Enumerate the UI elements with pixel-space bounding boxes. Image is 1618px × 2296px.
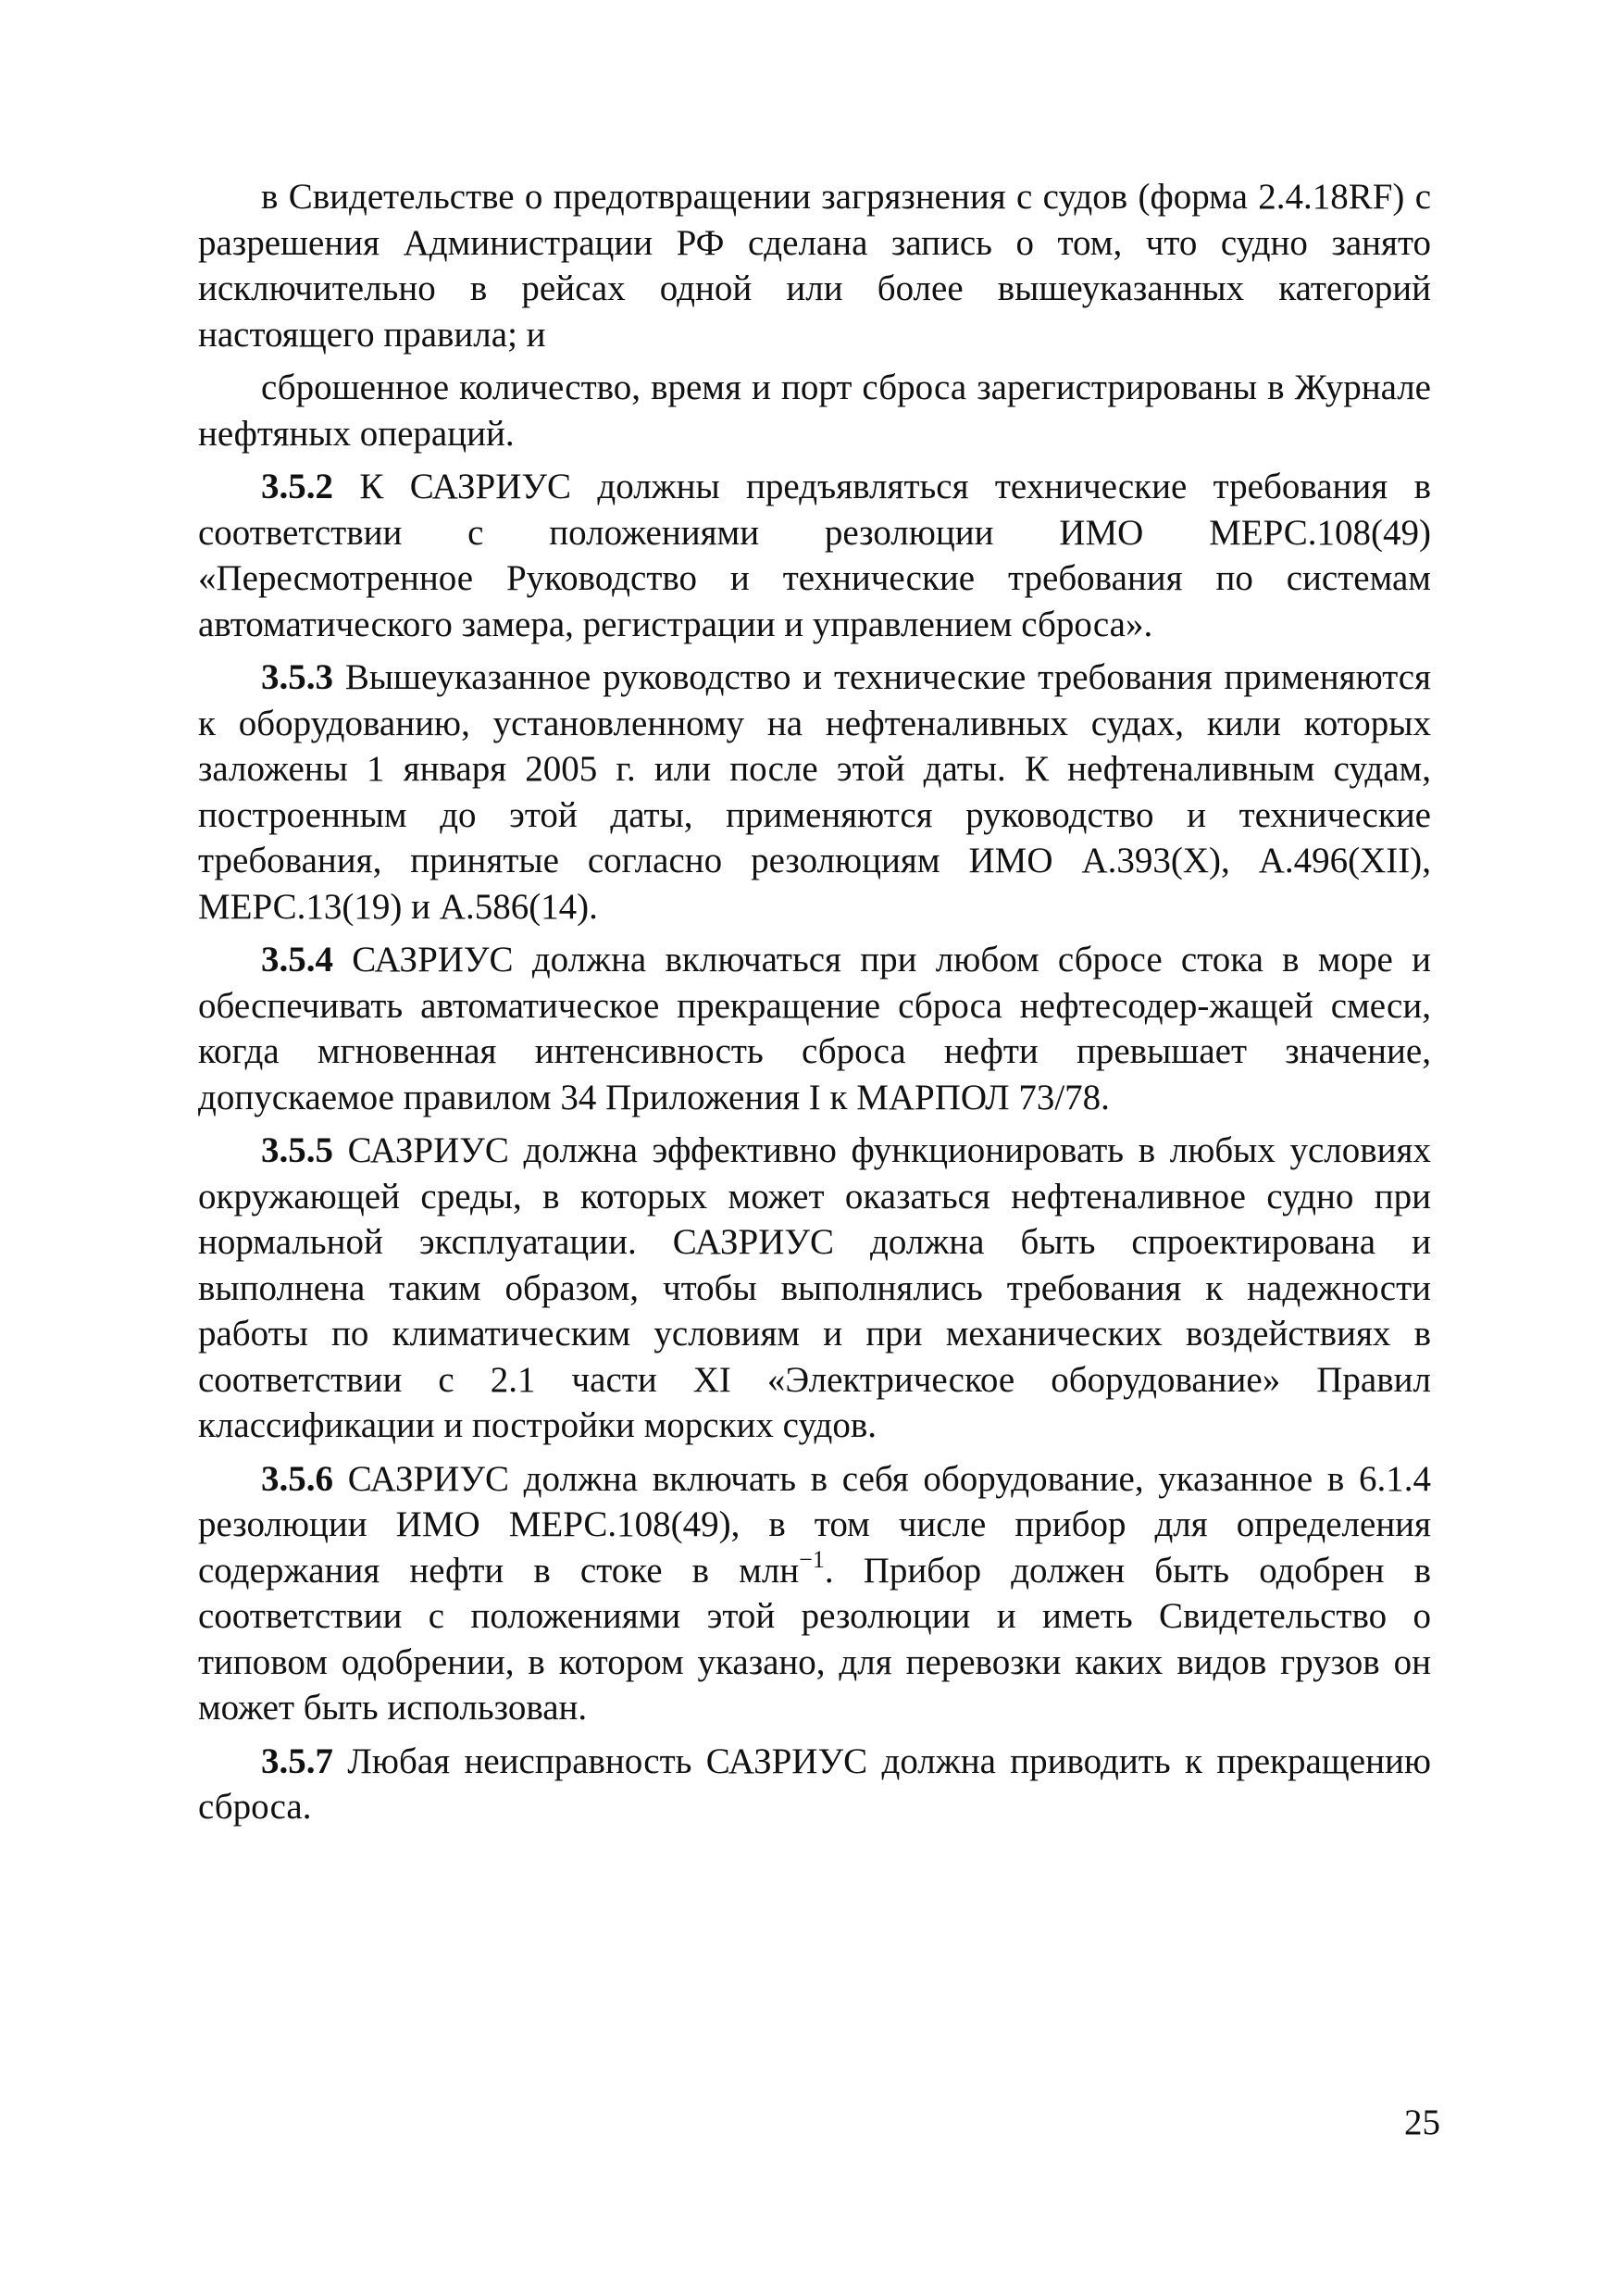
paragraph-3-5-2: 3.5.2 К САЗРИУС должны предъявляться технические требования в соответствии с положениями резолюции ИМО МЕРС.108(49) «Пересмотренное Руководство и технические требования по системам автоматического замера, регистрации и управлением сброса».: [198, 467, 1431, 644]
superscript-exponent: −1: [799, 1545, 825, 1573]
paragraph-3-5-7: 3.5.7 Любая неисправность САЗРИУС должна приводить к прекращению сброса.: [198, 1741, 1431, 1827]
clause-number: 3.5.3: [261, 657, 333, 697]
clause-number: 3.5.6: [261, 1458, 333, 1499]
clause-number: 3.5.5: [261, 1130, 333, 1170]
paragraph-certificate-condition: в Свидетельстве о предотвращении загрязнения с судов (форма 2.4.18RF) с разрешения Администрации РФ сделана запись о том, что судно занято исключительно в рейсах одной или более вышеуказанных категорий настоящего правила; и: [198, 177, 1431, 355]
paragraph-3-5-4: 3.5.4 САЗРИУС должна включаться при любом сбросе стока в море и обеспечивать автоматическое прекращение сброса нефтесодер-жащей смеси, когда мгновенная интенсивность сброса нефти превышает значение, допускаемое правилом 34 Приложения I к МАРПОЛ 73/78.: [198, 940, 1431, 1117]
clause-number: 3.5.7: [261, 1741, 333, 1781]
paragraph-3-5-5: 3.5.5 САЗРИУС должна эффективно функционировать в любых условиях окружающей среды, в которых может оказаться нефтеналивное судно при нормальной эксплуатации. САЗРИУС должна быть спроектирована и выполнена таким образом, чтобы выполнялись требования к надежности работы по климатическим условиям и при механических воздействиях в соответствии с 2.1 части XI «Электрическое оборудование» Правил классификации и постройки морских судов.: [198, 1130, 1431, 1445]
page-number: 25: [1404, 2103, 1440, 2142]
paragraph-3-5-6: 3.5.6 САЗРИУС должна включать в себя оборудование, указанное в 6.1.4 резолюции ИМО МЕРС.108(49), в том числе прибор для определения содержания нефти в стоке в млн$^{-1}$. Прибор должен быть одобрен в соответствии с положениями этой резолюции и иметь Свидетельство о типовом одобрении, в котором указано, для перевозки каких видов грузов он может быть использован.: [198, 1458, 1431, 1728]
body-text: [198, 174, 1431, 1838]
clause-number: 3.5.4: [261, 940, 333, 980]
paragraph-discharge-record: сброшенное количество, время и порт сброса зарегистрированы в Журнале нефтяных операций.: [198, 368, 1431, 454]
paragraph-3-5-3: 3.5.3 Вышеуказанное руководство и технические требования применяются к оборудованию, установленному на нефтеналивных судах, кили которых заложены 1 января 2005 г. или после этой даты. К нефтеналивным судам, построенным до этой даты, применяются руководство и технические требования, принятые согласно резолюциям ИМО А.393(X), А.496(XII), МЕРС.13(19) и А.586(14).: [198, 657, 1431, 927]
clause-number: 3.5.2: [261, 467, 333, 506]
